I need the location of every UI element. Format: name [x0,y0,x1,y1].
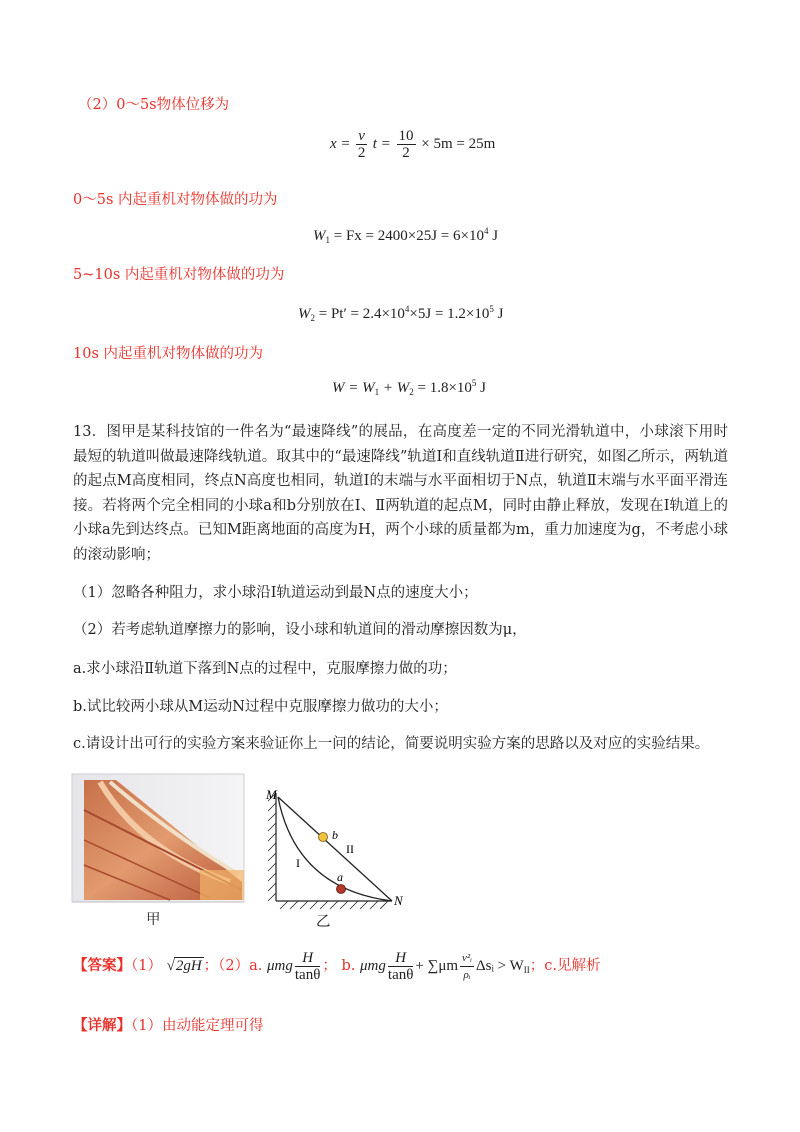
answer-sqrt: √2gH [166,957,202,974]
equation-w1: $W_1 = Fx = 2400\times 25J = 6\times 10^4$ J [313,226,499,245]
track-ii [278,797,392,901]
label-track-i: I [296,856,300,870]
exhibit-photo-illustration [70,770,250,910]
question-13-sub1: （1）忽略各种阻力，求小球沿Ⅰ轨道运动到最N点的速度大小； [73,585,478,601]
equation-w-total: $W = W_1 + W_2 = 1.8\times 10^5$ J [332,378,487,397]
equation-w2: $W_2 = Pt' = 2.4\times 10^4\times 5J = 1.2\times 10^5$ J [298,304,504,323]
label-track-ii: II [346,842,354,856]
wall-hatching [268,793,276,901]
question-13-sub-a: a.求小球沿Ⅱ轨道下落到N点的过程中，克服摩擦力做的功； [73,661,457,677]
answer-tag: 【答案】 [73,956,131,974]
photo-caption: 甲 [146,912,161,928]
answer-a-expr: μmg $\frac{H}{\tan\theta}$ [267,950,321,983]
crane-work-5-10-label: 5~10s 内起重机对物体做的功为 [73,267,285,283]
crane-work-10-label: 10s 内起重机对物体做的功为 [73,346,263,362]
ground-hatching [280,901,388,909]
question-13-sub-b: b.试比较两小球从M运动N过程中克服摩擦力做功的大小； [73,699,448,715]
answer-line: 【答案】（1） √2gH ；（2）a. μmg $\frac{H}{\tan\theta}$ ； b. μmg $\frac{H}{\tan\theta}$ + ∑μm $\frac{\text{v²ᵢ}}{\text{ρᵢ}}$ Δsᵢ > $W_{II}$；c.见解析 [73,950,601,983]
label-m: M [266,787,277,802]
diagram-caption: 乙 [316,914,331,930]
label-n: N [394,893,403,908]
ball-a [337,885,346,894]
figure-track-diagram [262,785,412,915]
question-13-sub-c: c.请设计出可行的实验方案来验证你上一问的结论，简要说明实验方案的思路以及对应的实验结果。 [73,736,710,752]
label-b: b [332,828,338,842]
detail-tag: 【详解】 [73,1017,131,1034]
question-13-intro: 13．图甲是某科技馆的一件名为“最速降线”的展品，在高度差一定的不同光滑轨道中，小球滚下用时最短的轨道叫做最速降线轨道。取其中的“最速降线”轨道Ⅰ和直线轨道Ⅱ进行研究，如图乙所示，两轨道的起点M高度相同，终点N高度也相同，轨道Ⅰ的末端与水平面相切于N点，轨道Ⅱ末端与水平面平滑连接。若将两个完全相同的小球a和b分别放在Ⅰ、Ⅱ两轨道的起点M，同时由静止释放，发现在Ⅰ轨道上的小球a先到达终点。已知M距离地面的高度为H，两个小球的质量都为m，重力加速度为g，不考虑小球的滚动影响； [73,424,728,563]
detail-line: 【详解】（1）由动能定理可得 [73,1017,264,1034]
equation-displacement: x = $\frac{v}{2}$ t = $\frac{10}{2}$ × 5m = 25m [330,128,496,161]
part2-heading: （2）0～5s物体位移为 [78,97,230,113]
answer-b-expr: μmg $\frac{H}{\tan\theta}$ + ∑μm $\frac{\text{v²ᵢ}}{\text{ρᵢ}}$ Δsᵢ > $W_{II}$ [360,950,530,983]
crane-work-0-5-label: 0～5s 内起重机对物体做的功为 [73,192,278,208]
ball-b [319,833,328,842]
label-a: a [337,870,343,884]
figure-exhibit-photo [70,770,250,910]
question-13-sub2: （2）若考虑轨道摩擦力的影响，设小球和轨道间的滑动摩擦因数为μ， [73,622,527,638]
